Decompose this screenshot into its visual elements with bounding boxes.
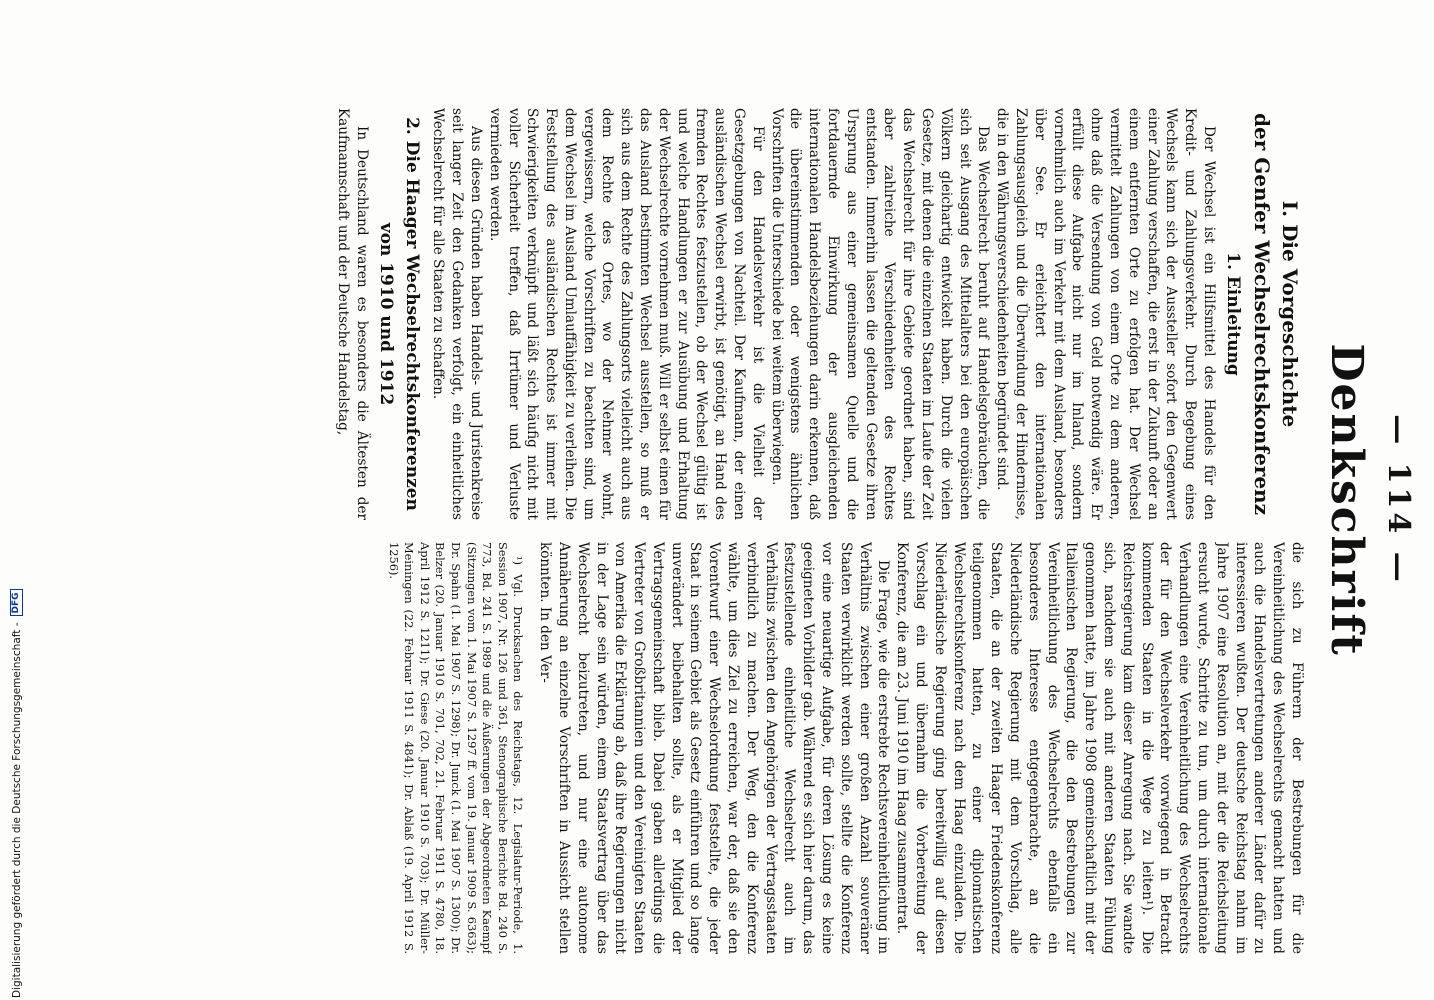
paragraph: Das Wechselrecht beruht auf Handelsgebräuchen, die sich seit Ausgang des Mittelalters bei den europäischen Völkern gleichartig entwickelt haben. Durch die vielen Gesetze, mit denen die einzelnen Staaten im Laufe der Zeit das Wechselrecht für ihre Gebiete geordnet haben, sind aber zahlreiche Verschiedenheiten des Rechtes entstanden. Immerhin lassen die geltenden Gesetze ihren Ursprung aus einer gemeinsamen Quelle und die fortdauernde Einwirkung der ausgleichenden internationalen Handelsbeziehungen darin erkennen, daß die übereinstimmenden oder wenigstens ähnlichen Vorschriften die Unterschiede bei weitem überwiegen.: [768, 108, 992, 520]
page-number: — 114 —: [1381, 414, 1416, 586]
paragraph: In Deutschland waren es besonders die Ältesten der Kaufmannschaft und der Deutsche Handelstag,: [334, 108, 370, 520]
digitization-credit: [10, 8, 23, 998]
left-column: [40, 108, 1306, 520]
part-heading-line-2: der Genfer Wechselrechtskonferenz: [1250, 113, 1274, 515]
dfg-logo-icon: DFG: [10, 589, 23, 616]
part-heading: I. Die Vorgeschichte: [1278, 200, 1302, 428]
section-heading-introduction: 1. Einleitung: [1223, 252, 1243, 376]
document-title: Denkschrift: [1321, 343, 1372, 657]
footnotes: [385, 542, 525, 954]
paragraph: Für den Handelsverkehr ist die Vielheit der Gesetzgebungen von Nachteil. Der Kaufmann, der einen ausländischen Wechsel erwirbt, ist genötigt, an Hand des fremden Rechtes festzustellen, ob der Wechsel gültig ist und welche Handlungen er zur Ausübung und Erhaltung der Wechselrechte vornehmen muß. Will er selbst einen für das Ausland bestimmten Wechsel ausstellen, so muß er sich aus dem Rechte des Zahlungsorts vielleicht auch aus dem Rechte des Ortes, wo der Nehmer wohnt, vergewissern, welche Vorschriften zu beachten sind, um dem Wechsel im Ausland Umlauffähigkeit zu verleihen. Die Feststellung des ausländischen Rechtes ist immer mit Schwierigkeiten verknüpft und läßt sich häufig nicht mit voller Sicherheit treffen, daß Irrtümer und Verluste vermieden werden.: [486, 108, 766, 520]
paragraph: Aus diesen Gründen haben Handels- und Juristenkreise seit langer Zeit den Gedanken verfolgt, ein einheitliches Wechselrecht für alle Staaten zu schaffen.: [430, 108, 484, 520]
paragraph: Der Wechsel ist ein Hilfsmittel des Handels für den Kredit- und Zahlungsverkehr. Durch Begebung eines Wechsels kann sich der Aussteller sofort den Gegenwert einer Zahlung verschaffen, die erst in der Zukunft oder an einem entfernten Orte zu erfolgen hat. Der Wechsel vermittelt Zahlungen von einem Orte zu dem anderen, ohne daß die Versendung von Geld notwendig wäre. Er erfüllt diese Aufgabe nicht nur im Inland, sondern vornehmlich auch im Verkehr mit dem Ausland, besonders über See. Er erleichtert den internationalen Zahlungsausgleich und die Überwindung der Hindernisse, die in den Währungsverschiedenheiten begründet sind.: [994, 108, 1217, 520]
section-heading-hague-conferences: 2. Die Haager Wechselrechtskonferenzen: [401, 117, 422, 511]
paragraph: Die Frage, wie die erstrebte Rechtsvereinheitlichung im Verhältnis zwischen einer großen Anzahl souveräner Staaten verwirklicht werden sollte, stellte die Konferenz vor eine neuartige Aufgabe, für deren Lösung es keine geeigneten Vorbilder gab. Während es sich hier darum, das festzustellende einheitliche Wechselrecht auch im Verhältnis zwischen den Angehörigen der Vertragsstaaten verbindlich zu machen. Der Weg, den die Konferenz wählte, um dies Ziel zu erreichen, war der, daß sie den Vorentwurf einer Wechselordnung feststellte, die jeder Staat in seinem Gebiet als Gesetz einführen und so lange unverändert beibehalten sollte, als er Mitglied der Vertragsgemeinschaft blieb. Dabei gaben allerdings die Vertreter von Großbritannien und den Vereinigten Staaten von Amerika die Erklärung ab, daß ihre Regierungen nicht in der Lage sein würden, einem Staatsvertrag über das Wechselrecht beizutreten, und nur eine autonome Annäherung an einzelne Vorschriften in Aussicht stellen könnten. In den Ver-: [537, 542, 892, 954]
right-column: [40, 542, 1306, 954]
paragraph: die sich zu Führern der Bestrebungen für die Vereinheitlichung des Wechselrechts gemacht hatten und auch die Handelsvertretungen anderer Länder dafür zu interessieren wußten. Der deutsche Reichstag nahm im Jahre 1907 eine Resolution an, mit der die Reichsleitung ersucht wurde, Schritte zu tun, um durch internationale Verhandlungen eine Vereinheitlichung des Wechselrechts der für den Wechselverkehr vorwiegend in Betracht kommenden Staaten in die Wege zu leiten¹). Die Reichsregierung kam dieser Anregung nach. Sie wandte sich, nachdem sie auch mit anderen Staaten Fühlung genommen hatte, im Jahre 1908 gemeinschaftlich mit der Italienischen Regierung, die den Bestrebungen zur Vereinheitlichung des Wechselrechts ebenfalls ein besonderes Interesse entgegenbrachte, an die Niederländische Regierung mit dem Vorschlag, alle Staaten, die an der zweiten Haager Friedenskonferenz teilgenommen hatten, zu einer diplomatischen Wechselrechtskonferenz nach dem Haag einzuladen. Die Niederländische Regierung ging bereitwillig auf diesen Vorschlag ein und übernahm die Vorbereitung der Konferenz, die am 23. Juni 1910 im Haag zusammentrat.: [894, 542, 1305, 954]
footnote: ¹) Vgl. Drucksachen des Reichstags, 12. Legislatur-Periode, 1. Session 1907, Nr. 126 und 361, Stenographische Berichte Bd. 240 S. 773, Bd. 241 S. 1989 und die Äußerungen der Abgeordneten Kaempf (Sitzungen vom 1. Mai 1907 S. 1297 ff. vom 19. Januar 1909 S. 6363); Dr. Spahn (1. Mai 1907 S. 1298); Dr. Junck (1. Mai 1907 S. 1300); Dr. Belzer (20. Januar 1910 S. 701, 702, 21. Februar 1911 S. 4780, 18. April 1912 S. 1211); Dr. Giese (20. Januar 1910 S. 703); Dr. Müller-Meiningen (22. Februar 1911 S. 4841); Dr. Ablaß (19. April 1912 S. 1256).: [386, 542, 526, 954]
section-heading-hague-conferences-line-2: von 1910 und 1912: [375, 222, 396, 406]
digitization-note: Digitalisierung gefördert durch die Deutsche Forschungsgemeinschaft -: [10, 622, 23, 998]
